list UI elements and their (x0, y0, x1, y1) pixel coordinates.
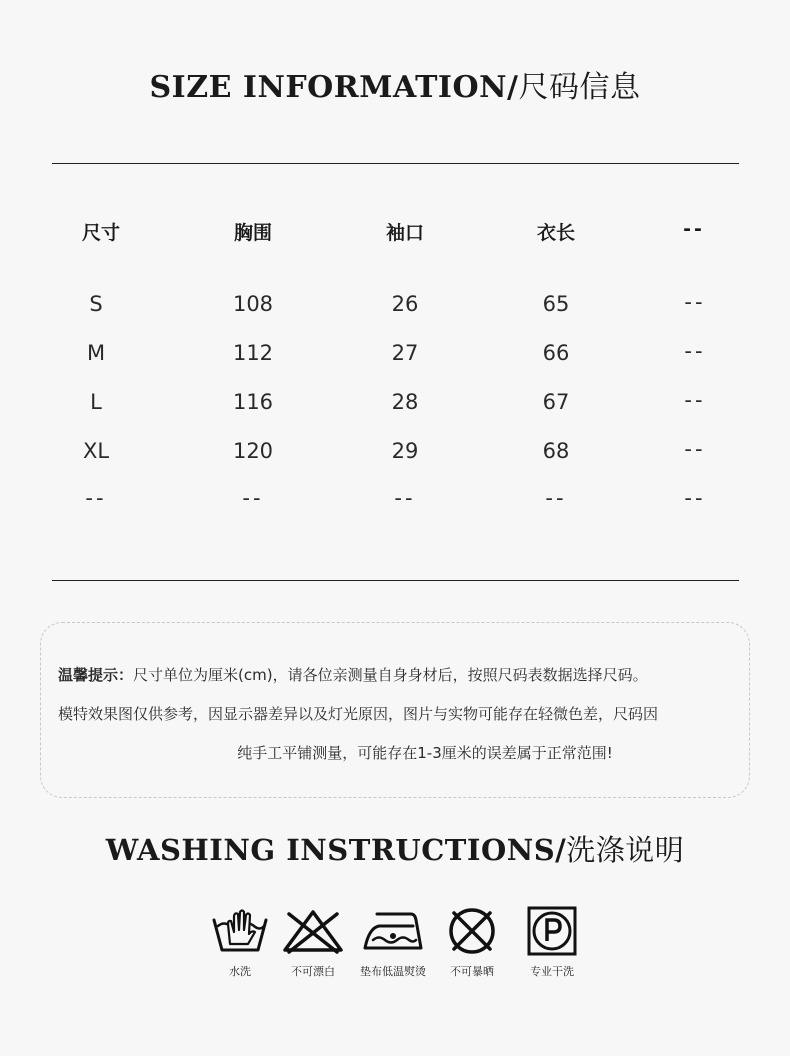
row-m-size: M (86, 341, 106, 365)
header-size: 尺寸 (81, 222, 120, 244)
no-tumble-dry-icon (440, 906, 504, 956)
size-information-title (0, 62, 790, 106)
row-m-extra: -- (684, 339, 706, 363)
no-bleach-icon (281, 906, 345, 956)
no-tumble-dry-label: 不可暴晒 (450, 965, 494, 978)
hand-wash-icon (208, 906, 272, 956)
dry-clean-p-icon (520, 906, 584, 956)
row-blank-cuff: -- (394, 486, 416, 510)
dry-clean-label: 专业干洗 (530, 965, 574, 978)
table-bottom-rule (52, 580, 739, 581)
notice-line-3: 纯手工平铺测量，可能存在1-3厘米的误差属于正常范围! (237, 744, 613, 762)
row-l-extra: -- (684, 388, 706, 412)
row-xl-cuff: 29 (391, 439, 419, 463)
size-title-cn: 尺码信息 (518, 70, 641, 105)
notice-label: 温馨提示： (58, 666, 134, 684)
low-iron-icon (361, 906, 425, 956)
row-xl-extra: -- (684, 437, 706, 461)
row-m-cuff: 27 (391, 341, 419, 365)
notice-line-2: 模特效果图仅供参考，因显示器差异以及灯光原因，图片与实物可能存在轻微色差，尺码因 (58, 705, 659, 723)
wash-title-cn: 洗涤说明 (566, 833, 685, 867)
row-xl-size: XL (82, 439, 110, 463)
row-blank-chest: -- (242, 486, 264, 510)
row-l-cuff: 28 (391, 390, 419, 414)
notice-text-1: 尺寸单位为厘米(cm)，请各位亲测量自身身材后，按照尺码表数据选择尺码。 (133, 666, 648, 684)
row-s-cuff: 26 (391, 292, 419, 316)
row-l-size: L (90, 390, 102, 414)
header-extra: -- (683, 218, 705, 240)
row-blank-extra: -- (684, 486, 706, 510)
row-s-length: 65 (542, 292, 570, 316)
row-s-chest: 108 (232, 292, 274, 316)
table-top-rule (52, 163, 739, 164)
wash-title-en: WASHING INSTRUCTIONS/ (105, 833, 567, 867)
notice-line-1 (58, 664, 648, 685)
row-xl-chest: 120 (232, 439, 274, 463)
no-bleach-label: 不可漂白 (291, 965, 335, 978)
size-title-en: SIZE INFORMATION/ (149, 70, 519, 105)
row-l-chest: 116 (232, 390, 274, 414)
header-chest: 胸围 (233, 222, 272, 244)
row-m-chest: 112 (232, 341, 274, 365)
washing-instructions-title (0, 828, 790, 869)
row-m-length: 66 (542, 341, 570, 365)
row-s-size: S (89, 292, 103, 316)
row-blank-size: -- (85, 486, 107, 510)
low-iron-label: 垫布低温熨烫 (360, 965, 426, 978)
header-cuff: 袖口 (385, 222, 424, 244)
hand-wash-label: 水洗 (229, 965, 251, 978)
row-blank-length: -- (545, 486, 567, 510)
row-l-length: 67 (542, 390, 570, 414)
row-s-extra: -- (684, 290, 706, 314)
header-length: 衣长 (536, 222, 575, 244)
row-xl-length: 68 (542, 439, 570, 463)
